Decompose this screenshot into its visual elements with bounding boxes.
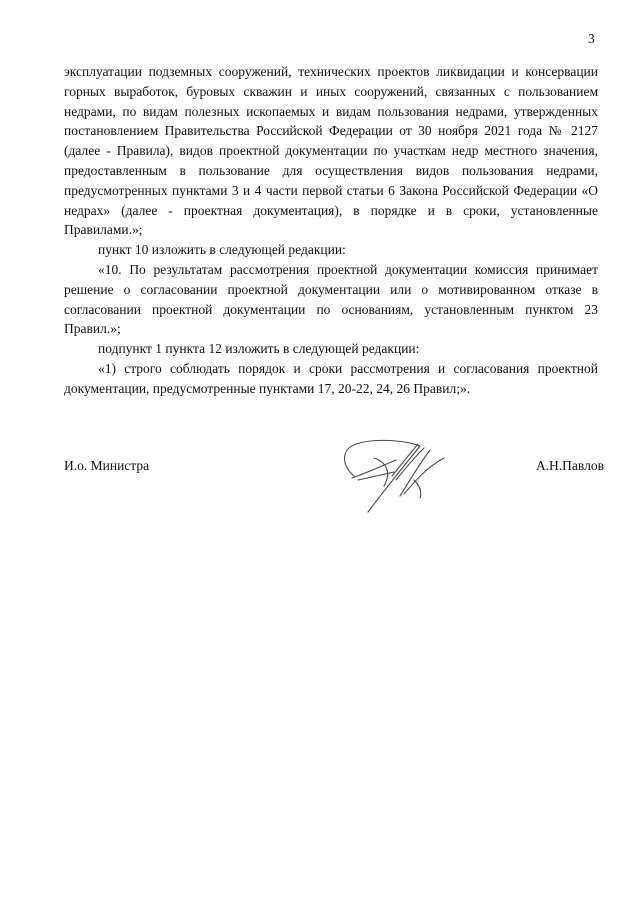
signatory-position: И.о. Министра bbox=[64, 458, 150, 473]
signatory-name: А.Н.Павлов bbox=[535, 458, 604, 473]
paragraph-5: «1) строго соблюдать порядок и сроки рассмотрения и согласования проектной документации, предусмотренные пунктами 17, 20-22, 24, 26 Правил;». bbox=[64, 360, 598, 396]
signature-block bbox=[64, 458, 604, 518]
document-body bbox=[64, 62, 598, 399]
paragraph-1: эксплуатации подземных сооружений, технических проектов ликвидации и консервации горных выработок, буровых скважин и иных сооружений, связанных с пользованием недрами, по видам полезных ископаемых и видам пользования недрами, утвержденных постановлением Правительства Российской Федерации от 30 ноября 2021 года № 2127 (далее - Правила), видов проектной документации по участкам недр местного значения, предоставленным в пользование для осуществления видов пользования недрами, предусмотренных пунктами 3 и 4 части первой статьи 6 Закона Российской Федерации «О недрах» (далее - проектная документация), в порядке и в сроки, установленные Правилами.»; bbox=[64, 64, 598, 238]
paragraph-4: подпункт 1 пункта 12 изложить в следующей редакции: bbox=[98, 341, 420, 357]
handwritten-signature-icon bbox=[334, 436, 464, 520]
paragraph-3: «10. По результатам рассмотрения проектной документации комиссия принимает решение о согласовании проектной документации или о мотивированном отказе в согласовании проектной документации по основаниям, установленным пунктом 23 Правил.»; bbox=[64, 261, 598, 337]
paragraph-2: пункт 10 изложить в следующей редакции: bbox=[98, 242, 346, 258]
page-number: 3 bbox=[588, 31, 595, 46]
